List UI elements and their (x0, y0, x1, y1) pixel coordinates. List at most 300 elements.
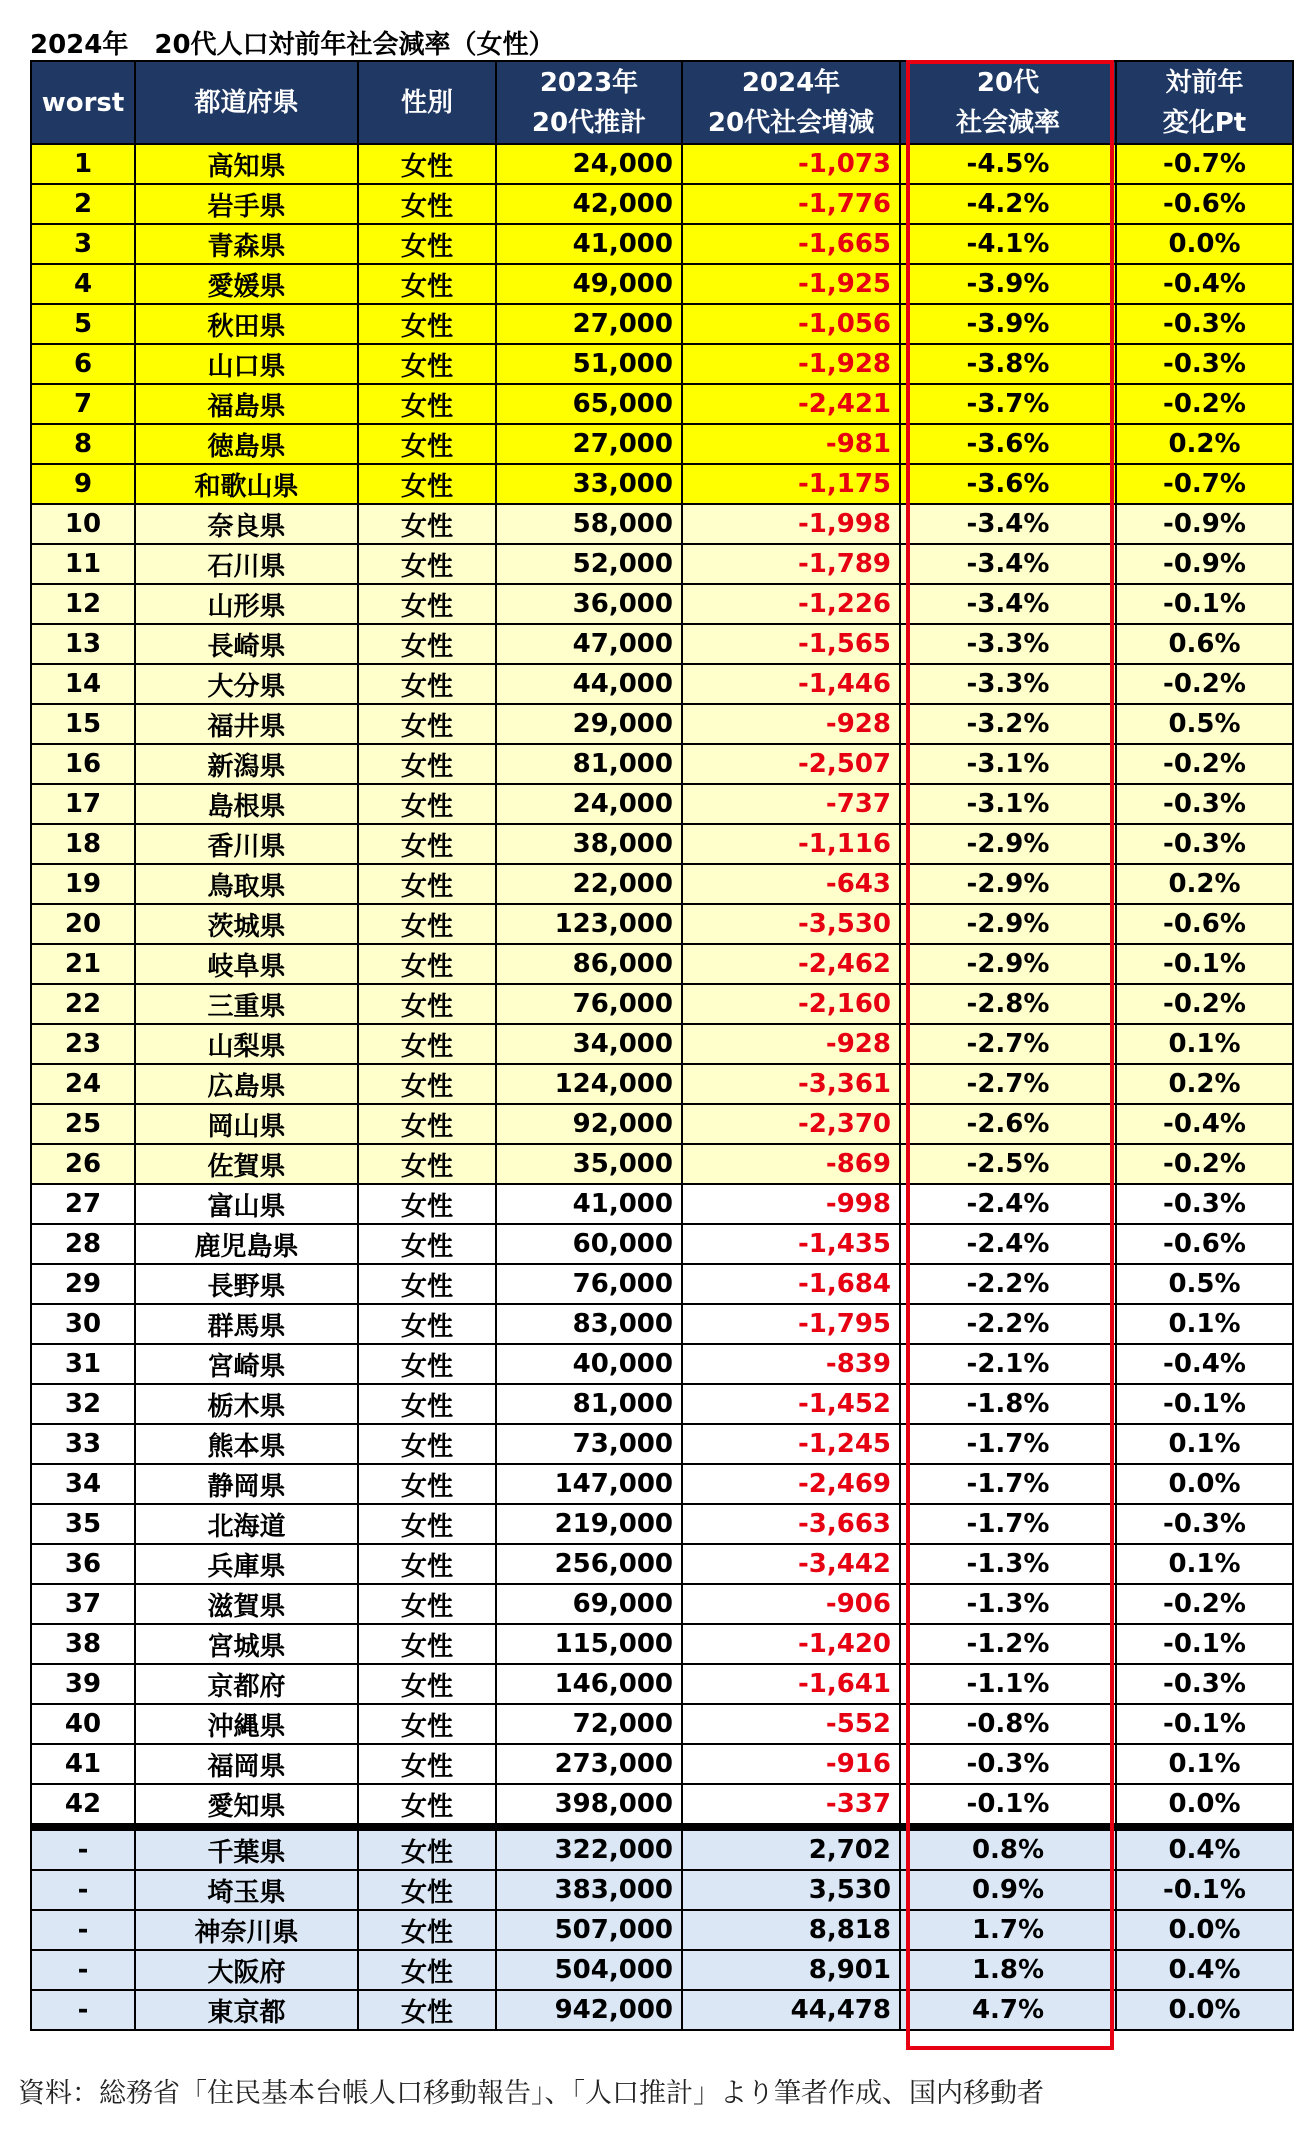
rank-cell: 16 (31, 744, 135, 784)
yoy-cell: 0.1% (1116, 1024, 1293, 1064)
header-text: 変化Pt (1162, 107, 1247, 138)
table-row (31, 824, 1293, 864)
prefecture-cell: 滋賀県 (135, 1584, 358, 1624)
rank-cell: 6 (31, 344, 135, 384)
prefecture-cell: 北海道 (135, 1504, 358, 1544)
rate-cell: -3.6% (900, 424, 1116, 464)
table-row (31, 144, 1293, 184)
sex-cell: 女性 (358, 1504, 496, 1544)
rate-cell: 1.8% (900, 1950, 1116, 1990)
population-cell: 83,000 (496, 1304, 682, 1344)
population-cell: 273,000 (496, 1744, 682, 1784)
change-cell: -3,361 (682, 1064, 900, 1104)
rate-cell: -3.1% (900, 784, 1116, 824)
table-row (31, 1384, 1293, 1424)
rank-cell: 33 (31, 1424, 135, 1464)
table-header (31, 61, 1293, 144)
rate-cell: -2.7% (900, 1024, 1116, 1064)
yoy-cell: -0.1% (1116, 584, 1293, 624)
yoy-cell: -0.2% (1116, 744, 1293, 784)
yoy-cell: -0.9% (1116, 504, 1293, 544)
rank-cell: 39 (31, 1664, 135, 1704)
header-text: 20代推計 (531, 107, 647, 138)
population-cell: 40,000 (496, 1344, 682, 1384)
change-cell: -869 (682, 1144, 900, 1184)
rank-cell: 15 (31, 704, 135, 744)
sex-cell: 女性 (358, 744, 496, 784)
yoy-cell: -0.4% (1116, 1104, 1293, 1144)
table-row (31, 1344, 1293, 1384)
table-row (31, 1990, 1293, 2030)
rate-cell: -2.4% (900, 1184, 1116, 1224)
table-row (31, 1064, 1293, 1104)
prefecture-cell: 山梨県 (135, 1024, 358, 1064)
table-row (31, 224, 1293, 264)
sex-cell: 女性 (358, 1584, 496, 1624)
change-cell: -1,776 (682, 184, 900, 224)
yoy-cell: -0.7% (1116, 464, 1293, 504)
change-cell: -1,684 (682, 1264, 900, 1304)
rate-cell: -4.5% (900, 144, 1116, 184)
population-cell: 322,000 (496, 1830, 682, 1870)
change-cell: -1,116 (682, 824, 900, 864)
prefecture-cell: 岐阜県 (135, 944, 358, 984)
rank-cell: 1 (31, 144, 135, 184)
rate-cell: -1.7% (900, 1464, 1116, 1504)
change-cell: 2,702 (682, 1830, 900, 1870)
rate-cell: -2.9% (900, 904, 1116, 944)
table-row (31, 1910, 1293, 1950)
change-cell: -998 (682, 1184, 900, 1224)
rate-cell: -3.4% (900, 544, 1116, 584)
population-cell: 60,000 (496, 1224, 682, 1264)
rate-cell: 1.7% (900, 1910, 1116, 1950)
table-row (31, 464, 1293, 504)
change-cell: -2,507 (682, 744, 900, 784)
change-cell: -2,469 (682, 1464, 900, 1504)
rank-cell: - (31, 1950, 135, 1990)
change-cell: -1,056 (682, 304, 900, 344)
prefecture-cell: 京都府 (135, 1664, 358, 1704)
sex-cell: 女性 (358, 1144, 496, 1184)
rank-cell: 27 (31, 1184, 135, 1224)
header-text: 対前年 (1165, 67, 1244, 98)
table-row (31, 1784, 1293, 1824)
population-cell: 24,000 (496, 144, 682, 184)
sex-cell: 女性 (358, 424, 496, 464)
prefecture-cell: 秋田県 (135, 304, 358, 344)
sex-cell: 女性 (358, 1910, 496, 1950)
prefecture-cell: 宮城県 (135, 1624, 358, 1664)
yoy-cell: -0.2% (1116, 384, 1293, 424)
rate-cell: -3.6% (900, 464, 1116, 504)
rate-cell: -1.8% (900, 1384, 1116, 1424)
ranking-table (30, 60, 1294, 2031)
sex-cell: 女性 (358, 1344, 496, 1384)
rank-cell: 2 (31, 184, 135, 224)
rate-cell: -1.2% (900, 1624, 1116, 1664)
rate-cell: -3.3% (900, 664, 1116, 704)
prefecture-cell: 島根県 (135, 784, 358, 824)
change-cell: -1,073 (682, 144, 900, 184)
yoy-cell: -0.3% (1116, 344, 1293, 384)
population-cell: 81,000 (496, 1384, 682, 1424)
prefecture-cell: 佐賀県 (135, 1144, 358, 1184)
change-cell: -1,925 (682, 264, 900, 304)
population-cell: 33,000 (496, 464, 682, 504)
table-row (31, 904, 1293, 944)
population-cell: 81,000 (496, 744, 682, 784)
prefecture-cell: 長野県 (135, 1264, 358, 1304)
sex-cell: 女性 (358, 824, 496, 864)
change-cell: 8,901 (682, 1950, 900, 1990)
source-note: 資料：総務省「住民基本台帳人口移動報告」、「人口推計」より筆者作成、国内移動者 (18, 2078, 1044, 2109)
table-row (31, 1304, 1293, 1344)
change-cell: -552 (682, 1704, 900, 1744)
rate-cell: -3.3% (900, 624, 1116, 664)
yoy-cell: -0.3% (1116, 304, 1293, 344)
rank-cell: 23 (31, 1024, 135, 1064)
change-cell: -1,641 (682, 1664, 900, 1704)
rank-cell: 26 (31, 1144, 135, 1184)
change-cell: -928 (682, 704, 900, 744)
header-text: 20代 (976, 67, 1040, 98)
rank-cell: - (31, 1910, 135, 1950)
table-row (31, 1104, 1293, 1144)
rate-cell: -2.9% (900, 944, 1116, 984)
table-row (31, 1664, 1293, 1704)
rate-cell: -3.9% (900, 264, 1116, 304)
rate-cell: 4.7% (900, 1990, 1116, 2030)
prefecture-cell: 福島県 (135, 384, 358, 424)
table-row (31, 1744, 1293, 1784)
change-cell: -3,442 (682, 1544, 900, 1584)
yoy-cell: -0.1% (1116, 1704, 1293, 1744)
table-row (31, 544, 1293, 584)
prefecture-cell: 富山県 (135, 1184, 358, 1224)
population-cell: 52,000 (496, 544, 682, 584)
rate-cell: -0.1% (900, 1784, 1116, 1824)
rate-cell: -2.6% (900, 1104, 1116, 1144)
change-cell: -1,565 (682, 624, 900, 664)
population-cell: 398,000 (496, 1784, 682, 1824)
rate-cell: -3.9% (900, 304, 1116, 344)
change-cell: -1,420 (682, 1624, 900, 1664)
yoy-cell: -0.1% (1116, 1624, 1293, 1664)
rank-cell: 5 (31, 304, 135, 344)
table-row (31, 304, 1293, 344)
rank-cell: 31 (31, 1344, 135, 1384)
sex-cell: 女性 (358, 184, 496, 224)
population-cell: 24,000 (496, 784, 682, 824)
rate-cell: -2.1% (900, 1344, 1116, 1384)
prefecture-cell: 奈良県 (135, 504, 358, 544)
population-cell: 219,000 (496, 1504, 682, 1544)
rank-cell: 9 (31, 464, 135, 504)
table-row (31, 584, 1293, 624)
table-row (31, 1704, 1293, 1744)
table-row (31, 1464, 1293, 1504)
change-cell: 8,818 (682, 1910, 900, 1950)
table-row (31, 704, 1293, 744)
yoy-cell: -0.2% (1116, 1144, 1293, 1184)
prefecture-cell: 青森県 (135, 224, 358, 264)
rate-cell: -2.7% (900, 1064, 1116, 1104)
table-row (31, 944, 1293, 984)
change-cell: -928 (682, 1024, 900, 1064)
rate-cell: -2.2% (900, 1264, 1116, 1304)
rank-cell: - (31, 1990, 135, 2030)
sex-cell: 女性 (358, 624, 496, 664)
rate-cell: -3.2% (900, 704, 1116, 744)
prefecture-cell: 鳥取県 (135, 864, 358, 904)
change-cell: -839 (682, 1344, 900, 1384)
sex-cell: 女性 (358, 1544, 496, 1584)
rank-cell: 7 (31, 384, 135, 424)
yoy-cell: 0.1% (1116, 1544, 1293, 1584)
prefecture-cell: 群馬県 (135, 1304, 358, 1344)
population-cell: 115,000 (496, 1624, 682, 1664)
table-row (31, 1950, 1293, 1990)
change-cell: -906 (682, 1584, 900, 1624)
rate-cell: -0.8% (900, 1704, 1116, 1744)
prefecture-cell: 宮崎県 (135, 1344, 358, 1384)
sex-cell: 女性 (358, 584, 496, 624)
change-cell: -2,370 (682, 1104, 900, 1144)
header-text: 都道府県 (194, 87, 299, 118)
sex-cell: 女性 (358, 1384, 496, 1424)
rate-cell: -1.3% (900, 1544, 1116, 1584)
population-cell: 38,000 (496, 824, 682, 864)
yoy-cell: 0.4% (1116, 1950, 1293, 1990)
prefecture-cell: 長崎県 (135, 624, 358, 664)
population-cell: 507,000 (496, 1910, 682, 1950)
change-cell: -1,665 (682, 224, 900, 264)
sex-cell: 女性 (358, 1264, 496, 1304)
yoy-cell: -0.2% (1116, 1584, 1293, 1624)
change-cell: -1,446 (682, 664, 900, 704)
rank-cell: 18 (31, 824, 135, 864)
rate-cell: -2.9% (900, 824, 1116, 864)
rank-cell: 42 (31, 1784, 135, 1824)
rate-cell: -2.9% (900, 864, 1116, 904)
header-text: 性別 (400, 87, 453, 118)
population-cell: 123,000 (496, 904, 682, 944)
table-row (31, 1024, 1293, 1064)
yoy-cell: 0.0% (1116, 1910, 1293, 1950)
change-cell: -737 (682, 784, 900, 824)
yoy-cell: 0.0% (1116, 1464, 1293, 1504)
sex-cell: 女性 (358, 1870, 496, 1910)
population-cell: 942,000 (496, 1990, 682, 2030)
population-cell: 34,000 (496, 1024, 682, 1064)
header-sex (358, 61, 496, 144)
change-cell: -916 (682, 1744, 900, 1784)
population-cell: 504,000 (496, 1950, 682, 1990)
sex-cell: 女性 (358, 1664, 496, 1704)
population-cell: 49,000 (496, 264, 682, 304)
yoy-cell: 0.0% (1116, 1784, 1293, 1824)
prefecture-cell: 大分県 (135, 664, 358, 704)
rank-cell: 10 (31, 504, 135, 544)
change-cell: -1,789 (682, 544, 900, 584)
population-cell: 41,000 (496, 1184, 682, 1224)
rate-cell: -1.7% (900, 1504, 1116, 1544)
table-row (31, 784, 1293, 824)
yoy-cell: 0.6% (1116, 624, 1293, 664)
rank-cell: 25 (31, 1104, 135, 1144)
rate-cell: -1.3% (900, 1584, 1116, 1624)
header-yoy-change (1116, 61, 1293, 144)
prefecture-cell: 愛媛県 (135, 264, 358, 304)
yoy-cell: -0.6% (1116, 1224, 1293, 1264)
table-row (31, 1184, 1293, 1224)
table-container (30, 60, 1292, 2054)
sex-cell: 女性 (358, 144, 496, 184)
rate-cell: -3.1% (900, 744, 1116, 784)
yoy-cell: 0.0% (1116, 1990, 1293, 2030)
header-row (31, 61, 1293, 144)
sex-cell: 女性 (358, 504, 496, 544)
table-row (31, 1544, 1293, 1584)
sex-cell: 女性 (358, 1830, 496, 1870)
change-cell: -1,245 (682, 1424, 900, 1464)
rate-cell: -3.8% (900, 344, 1116, 384)
population-cell: 29,000 (496, 704, 682, 744)
yoy-cell: 0.1% (1116, 1744, 1293, 1784)
prefecture-cell: 愛知県 (135, 1784, 358, 1824)
prefecture-cell: 鹿児島県 (135, 1224, 358, 1264)
change-cell: -1,452 (682, 1384, 900, 1424)
yoy-cell: -0.1% (1116, 1384, 1293, 1424)
prefecture-cell: 東京都 (135, 1990, 358, 2030)
yoy-cell: -0.3% (1116, 784, 1293, 824)
rank-cell: 38 (31, 1624, 135, 1664)
change-cell: -337 (682, 1784, 900, 1824)
prefecture-cell: 福岡県 (135, 1744, 358, 1784)
population-cell: 124,000 (496, 1064, 682, 1104)
rank-cell: - (31, 1830, 135, 1870)
table-row (31, 344, 1293, 384)
change-cell: -1,795 (682, 1304, 900, 1344)
prefecture-cell: 兵庫県 (135, 1544, 358, 1584)
sex-cell: 女性 (358, 304, 496, 344)
change-cell: 3,530 (682, 1870, 900, 1910)
change-cell: -981 (682, 424, 900, 464)
sex-cell: 女性 (358, 784, 496, 824)
header-text: worst (41, 87, 125, 118)
change-cell: -1,175 (682, 464, 900, 504)
table-row (31, 264, 1293, 304)
prefecture-cell: 徳島県 (135, 424, 358, 464)
table-row (31, 624, 1293, 664)
sex-cell: 女性 (358, 1304, 496, 1344)
rank-cell: 35 (31, 1504, 135, 1544)
population-cell: 76,000 (496, 984, 682, 1024)
rate-cell: -3.4% (900, 504, 1116, 544)
change-cell: -2,421 (682, 384, 900, 424)
change-cell: -1,928 (682, 344, 900, 384)
sex-cell: 女性 (358, 1424, 496, 1464)
table-row (31, 1264, 1293, 1304)
sex-cell: 女性 (358, 1624, 496, 1664)
population-cell: 92,000 (496, 1104, 682, 1144)
prefecture-cell: 岡山県 (135, 1104, 358, 1144)
rate-cell: -4.2% (900, 184, 1116, 224)
rate-cell: -3.4% (900, 584, 1116, 624)
rate-cell: -2.2% (900, 1304, 1116, 1344)
prefecture-cell: 静岡県 (135, 1464, 358, 1504)
rate-cell: -3.7% (900, 384, 1116, 424)
yoy-cell: 0.5% (1116, 704, 1293, 744)
rate-cell: -2.8% (900, 984, 1116, 1024)
population-cell: 76,000 (496, 1264, 682, 1304)
sex-cell: 女性 (358, 544, 496, 584)
table-row (31, 664, 1293, 704)
rate-cell: -4.1% (900, 224, 1116, 264)
table-row (31, 1144, 1293, 1184)
rate-cell: -0.3% (900, 1744, 1116, 1784)
yoy-cell: 0.5% (1116, 1264, 1293, 1304)
population-cell: 256,000 (496, 1544, 682, 1584)
prefecture-cell: 大阪府 (135, 1950, 358, 1990)
rate-cell: -1.1% (900, 1664, 1116, 1704)
table-body (31, 144, 1293, 2030)
table-row (31, 864, 1293, 904)
prefecture-cell: 新潟県 (135, 744, 358, 784)
sex-cell: 女性 (358, 904, 496, 944)
yoy-cell: -0.6% (1116, 904, 1293, 944)
table-row (31, 1624, 1293, 1664)
table-row (31, 1424, 1293, 1464)
yoy-cell: -0.2% (1116, 664, 1293, 704)
rank-cell: 29 (31, 1264, 135, 1304)
rank-cell: 17 (31, 784, 135, 824)
sex-cell: 女性 (358, 1224, 496, 1264)
rank-cell: 37 (31, 1584, 135, 1624)
rank-cell: 30 (31, 1304, 135, 1344)
sex-cell: 女性 (358, 1104, 496, 1144)
prefecture-cell: 神奈川県 (135, 1910, 358, 1950)
header-text: 2023年 (539, 67, 639, 98)
prefecture-cell: 岩手県 (135, 184, 358, 224)
yoy-cell: -0.4% (1116, 1344, 1293, 1384)
yoy-cell: -0.1% (1116, 1870, 1293, 1910)
rank-cell: 11 (31, 544, 135, 584)
rank-cell: 3 (31, 224, 135, 264)
rank-cell: - (31, 1870, 135, 1910)
population-cell: 44,000 (496, 664, 682, 704)
population-cell: 86,000 (496, 944, 682, 984)
rank-cell: 12 (31, 584, 135, 624)
rank-cell: 28 (31, 1224, 135, 1264)
change-cell: 44,478 (682, 1990, 900, 2030)
table-row (31, 424, 1293, 464)
sex-cell: 女性 (358, 1784, 496, 1824)
yoy-cell: -0.2% (1116, 984, 1293, 1024)
prefecture-cell: 高知県 (135, 144, 358, 184)
page-title: 2024年 20代人口対前年社会減率（女性） (30, 30, 555, 60)
sex-cell: 女性 (358, 864, 496, 904)
sex-cell: 女性 (358, 384, 496, 424)
population-cell: 42,000 (496, 184, 682, 224)
prefecture-cell: 栃木県 (135, 1384, 358, 1424)
population-cell: 72,000 (496, 1704, 682, 1744)
rank-cell: 19 (31, 864, 135, 904)
change-cell: -2,462 (682, 944, 900, 984)
yoy-cell: -0.7% (1116, 144, 1293, 184)
prefecture-cell: 和歌山県 (135, 464, 358, 504)
